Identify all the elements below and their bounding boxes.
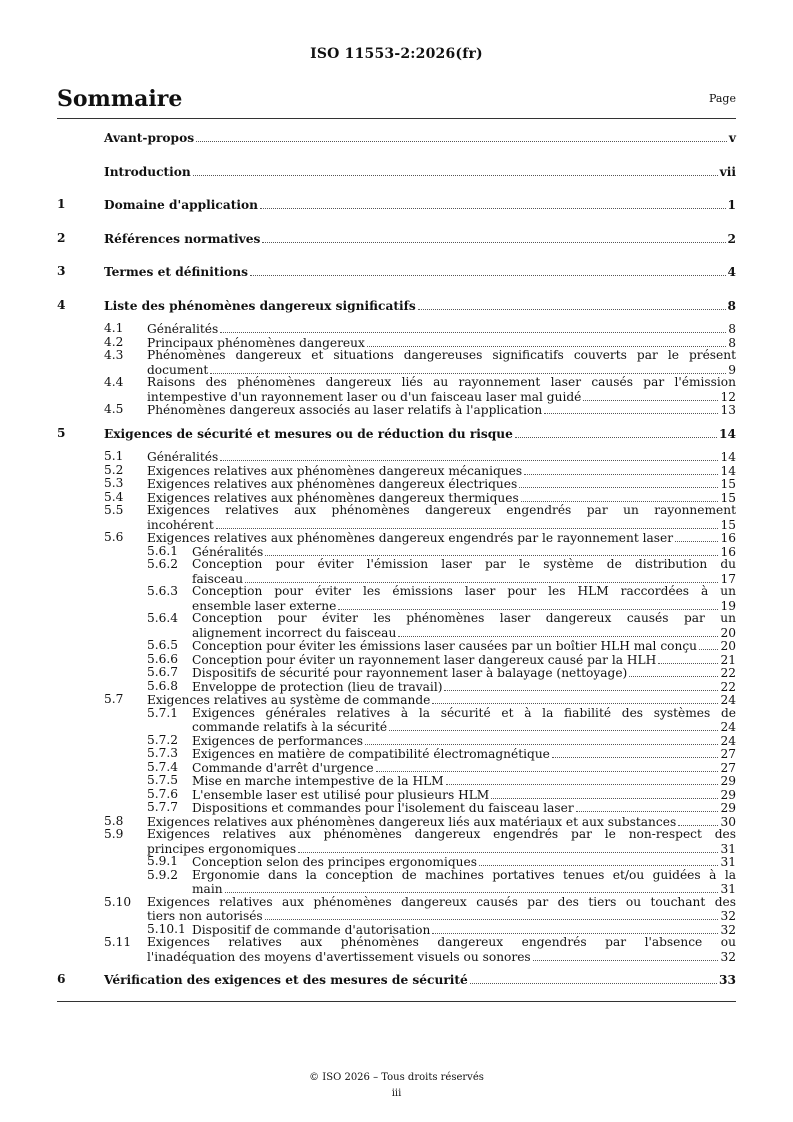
dot-leader [250,265,726,276]
toc-entry-page: 2 [727,231,736,246]
dot-leader [262,232,725,243]
page-column-label: Page [708,92,736,105]
dot-leader [220,450,718,461]
toc-entry-title: Principaux phénomènes dangereux [147,335,365,350]
dot-leader [220,322,726,333]
toc-entry-number: 5.10 [104,894,132,909]
toc-entry-page: 14 [719,426,736,441]
toc-entry-page: 27 [720,760,736,775]
toc-entry-title: Conception pour éviter les émissions laser pour les HLM raccordées à un [192,584,736,598]
toc-entry-number: 5.6.7 [147,665,179,679]
toc-entry-page: 24 [720,720,736,734]
toc-entry-title: Conception pour éviter les phénomènes laser dangereux causés par un [192,611,736,625]
toc-entry-number: 5.7.4 [147,759,179,774]
toc-entry-number: 5.10.1 [147,921,186,936]
toc-entry-page: 27 [720,747,736,761]
toc-entry-title: Exigences relatives aux phénomènes dangereux causés par des tiers ou touchant des [147,894,736,909]
toc-entry-title-continued: document [147,362,209,377]
toc-entry-number: 5 [57,425,66,440]
toc-entry-page: 17 [720,571,736,586]
toc-entry-title: Généralités [147,322,219,336]
toc-entry-page: 8 [727,298,736,313]
toc-entry-title: Généralités [192,544,264,559]
dot-leader [491,788,718,799]
dot-leader [444,680,718,691]
dot-leader [365,734,718,745]
dot-leader [446,774,719,785]
toc-entry-title: Conception pour éviter l'émission laser par le système de distribution du [192,557,736,571]
toc-entry-title: Mise en marche intempestive de la HLM [192,774,444,788]
toc-entry-title: Exigences relatives aux phénomènes dangereux engendrés par le non-respect des [147,827,736,841]
toc-entry-title: Introduction [104,164,191,179]
toc-entry-page: 24 [720,693,736,707]
toc-entry-number: 5.8 [104,813,124,828]
toc-entry-page: 29 [720,774,736,788]
document-header: ISO 11553-2:2026(fr) [310,46,483,62]
toc-entry-page: 31 [720,841,736,856]
toc-entry-number: 5.11 [104,935,132,949]
toc-entry-title: Domaine d'application [104,198,258,212]
toc-entry-page: 21 [720,652,736,667]
toc-entry-title: Généralités [147,450,219,464]
toc-entry-number: 5.6.1 [147,543,179,558]
toc-entry-page: 32 [720,909,736,923]
footer-copyright: © ISO 2026 – Tous droits réservés [309,1072,484,1083]
toc-entry-title: Exigences en matière de compatibilité électromagnétique [192,747,550,761]
toc-entry-title: Liste des phénomènes dangereux significatifs [104,298,416,313]
toc-entry-number: 5.4 [104,489,124,504]
toc-entry-title: Avant-propos [104,131,195,145]
toc-entry-title: Exigences de sécurité et mesures ou de réduction du risque [104,426,513,441]
dot-leader [432,923,718,934]
dot-leader [629,666,718,677]
dot-leader [196,131,727,142]
toc-entry-page: 19 [720,598,736,613]
top-rule [57,118,736,119]
toc-entry-number: 5.2 [104,462,124,477]
toc-entry-title: Dispositions et commandes pour l'isolement du faisceau laser [192,801,574,815]
dot-leader [193,165,718,176]
toc-entry-title-continued: main [192,882,223,896]
toc-entry-number: 5.6.5 [147,638,179,652]
toc-entry-number: 5.7 [104,692,124,706]
toc-entry-page: 24 [720,733,736,748]
toc-entry-title: Exigences relatives aux phénomènes dangereux mécaniques [147,463,523,478]
toc-entry-title: Exigences relatives aux phénomènes dangereux thermiques [147,490,519,505]
toc-entry-number: 4 [57,297,66,312]
toc-entry-number: 1 [57,197,66,211]
toc-entry-page: 8 [728,322,736,336]
toc-entry-page: 20 [720,625,736,640]
toc-entry-number: 5.3 [104,476,124,490]
dot-leader [678,815,718,826]
toc-entry-page: 15 [720,517,736,532]
toc-entry-number: 5.6.8 [147,678,179,693]
toc-entry-title: Phénomènes dangereux et situations dangereuses significatifs couverts par le présent [147,348,736,362]
toc-entry-title-continued: l'inadéquation des moyens d'avertissement visuels ou sonores [147,949,531,964]
dot-leader [298,842,718,853]
dot-leader [338,599,718,610]
toc-entry-number: 4.3 [104,348,124,362]
dot-leader [552,747,719,758]
toc-entry-title-continued: faisceau [192,571,244,586]
toc-entry-page: 14 [720,450,736,464]
dot-leader [389,720,718,731]
dot-leader [216,518,719,529]
toc-entry-number: 5.7.5 [147,773,179,787]
toc-entry-page: 16 [720,531,736,545]
toc-entry-page: 15 [720,490,736,505]
dot-leader [658,653,718,664]
dot-leader [260,198,726,209]
toc-entry-title-continued: tiers non autorisés [147,909,263,923]
toc-entry-number: 5.9.1 [147,854,179,868]
toc-entry-page: 32 [720,922,736,937]
dot-leader [583,390,718,401]
toc-entry-page: 33 [719,973,736,987]
toc-entry-number: 4.4 [104,375,124,389]
dot-leader [519,477,718,488]
toc-entry-number: 5.6.3 [147,584,179,598]
toc-entry-page: 31 [720,882,736,896]
toc-entry-number: 5.1 [104,449,124,463]
toc-entry-page: 31 [720,855,736,869]
toc-entry-title: Exigences relatives aux phénomènes dangereux électriques [147,477,518,491]
toc-entry-page: 30 [720,814,736,829]
toc-entry-page: vii [719,164,736,179]
dot-leader [524,464,718,475]
dot-leader [265,545,718,556]
toc-entry-title: Enveloppe de protection (lieu de travail) [192,679,443,694]
toc-entry-number: 5.9 [104,827,124,841]
toc-entry-title: Exigences relatives aux phénomènes dangereux engendrés par l'absence ou [147,935,736,949]
dot-leader [245,572,718,583]
toc-entry-number: 4.5 [104,402,124,416]
dot-leader [699,639,718,650]
toc-entry-title-continued: ensemble laser externe [192,598,337,613]
toc-entry-title: Dispositifs de sécurité pour rayonnement laser à balayage (nettoyage) [192,666,628,680]
toc-entry-page: 32 [720,949,736,964]
toc-entry-number: 5.7.3 [147,746,179,760]
dot-leader [675,531,718,542]
toc-entry-title: Dispositif de commande d'autorisation [192,922,431,937]
toc-entry-number: 5.7.2 [147,732,179,747]
dot-leader [265,909,719,920]
toc-entry-title: Phénomènes dangereux associés au laser relatifs à l'application [147,403,543,417]
dot-leader [418,299,726,310]
toc-entry-title: Références normatives [104,231,261,246]
toc-entry-title: L'ensemble laser est utilisé pour plusieurs HLM [192,787,490,802]
toc-entry-title: Vérification des exigences et des mesures de sécurité [104,973,468,987]
dot-leader [398,626,718,637]
toc-entry-number: 4.2 [104,334,124,349]
toc-entry-title-continued: commande relatifs à la sécurité [192,720,388,734]
page-title: Sommaire [57,86,183,112]
toc-entry-title: Ergonomie dans la conception de machines portatives tenues et/ou guidées à la [192,867,736,882]
toc-entry-page: 12 [720,389,736,404]
dot-leader [544,403,718,414]
toc-entry-number: 4.1 [104,321,124,335]
toc-entry-title: Exigences relatives aux phénomènes dangereux liés aux matériaux et aux substances [147,814,677,829]
toc-entry-title: Exigences relatives aux phénomènes dangereux engendrés par le rayonnement laser [147,531,674,545]
toc-entry-title-continued: alignement incorrect du faisceau [192,625,397,640]
toc-entry-page: 8 [728,335,736,350]
toc-entry-page: 29 [720,801,736,815]
footer-page-number: iii [391,1088,402,1099]
dot-leader [479,855,719,866]
toc-entry-page: 20 [720,639,736,653]
toc-entry-page: 9 [728,362,736,377]
toc-entry-page: 16 [720,544,736,559]
toc-entry-title: Conception pour éviter un rayonnement laser dangereux causé par la HLH [192,652,657,667]
toc-entry-title: Termes et définitions [104,265,248,279]
toc-entry-number: 3 [57,264,66,278]
toc-entry-number: 6 [57,972,66,986]
toc-entry-number: 5.7.7 [147,800,179,814]
toc-entry-page: 4 [727,265,736,279]
toc-entry-number: 5.6 [104,530,124,544]
dot-leader [470,973,717,984]
toc-entry-number: 5.7.6 [147,786,179,801]
toc-entry-page: v [728,131,736,145]
toc-entry-number: 5.5 [104,503,124,517]
toc-entry-number: 5.6.4 [147,611,179,625]
toc-entry-title: Exigences relatives aux phénomènes dangereux engendrés par un rayonnement [147,503,736,517]
toc-entry-title: Exigences générales relatives à la sécurité et à la fiabilité des systèmes de [192,705,736,720]
toc-entry-number: 5.6.2 [147,557,179,571]
dot-leader [225,882,719,893]
toc-entry-number: 5.9.2 [147,867,179,882]
toc-entry-title: Commande d'arrêt d'urgence [192,760,374,775]
toc-entry-title: Exigences relatives au système de commande [147,693,431,707]
dot-leader [367,336,726,347]
dot-leader [210,363,726,374]
toc-entry-page: 22 [720,666,736,680]
toc-entry-page: 29 [720,787,736,802]
toc-entry-title-continued: incohérent [147,517,214,532]
toc-entry-title: Exigences de performances [192,733,364,748]
toc-entry-page: 13 [720,403,736,417]
toc-entry-page: 14 [720,463,736,478]
toc-entry-title: Conception pour éviter les émissions laser causées par un boîtier HLH mal conçu [192,639,698,653]
toc-entry-number: 2 [57,230,66,245]
toc-entry-page: 15 [720,477,736,491]
dot-leader [533,950,719,961]
dot-leader [576,801,719,812]
dot-leader [376,761,719,772]
dot-leader [432,693,718,704]
toc-entry-title-continued: principes ergonomiques [147,841,297,856]
bottom-rule [57,1001,736,1002]
toc-entry-page: 22 [720,679,736,694]
toc-entry-number: 5.7.1 [147,705,179,720]
toc-entry-title: Raisons des phénomènes dangereux liés au rayonnement laser causés par l'émission [147,375,736,389]
toc-entry-title: Conception selon des principes ergonomiques [192,855,477,869]
toc-entry-page: 1 [727,198,736,212]
toc-entry-number: 5.6.6 [147,651,179,666]
toc-entry-title-continued: intempestive d'un rayonnement laser ou d'un faisceau laser mal guidé [147,389,582,404]
dot-leader [521,491,719,502]
dot-leader [515,427,717,438]
